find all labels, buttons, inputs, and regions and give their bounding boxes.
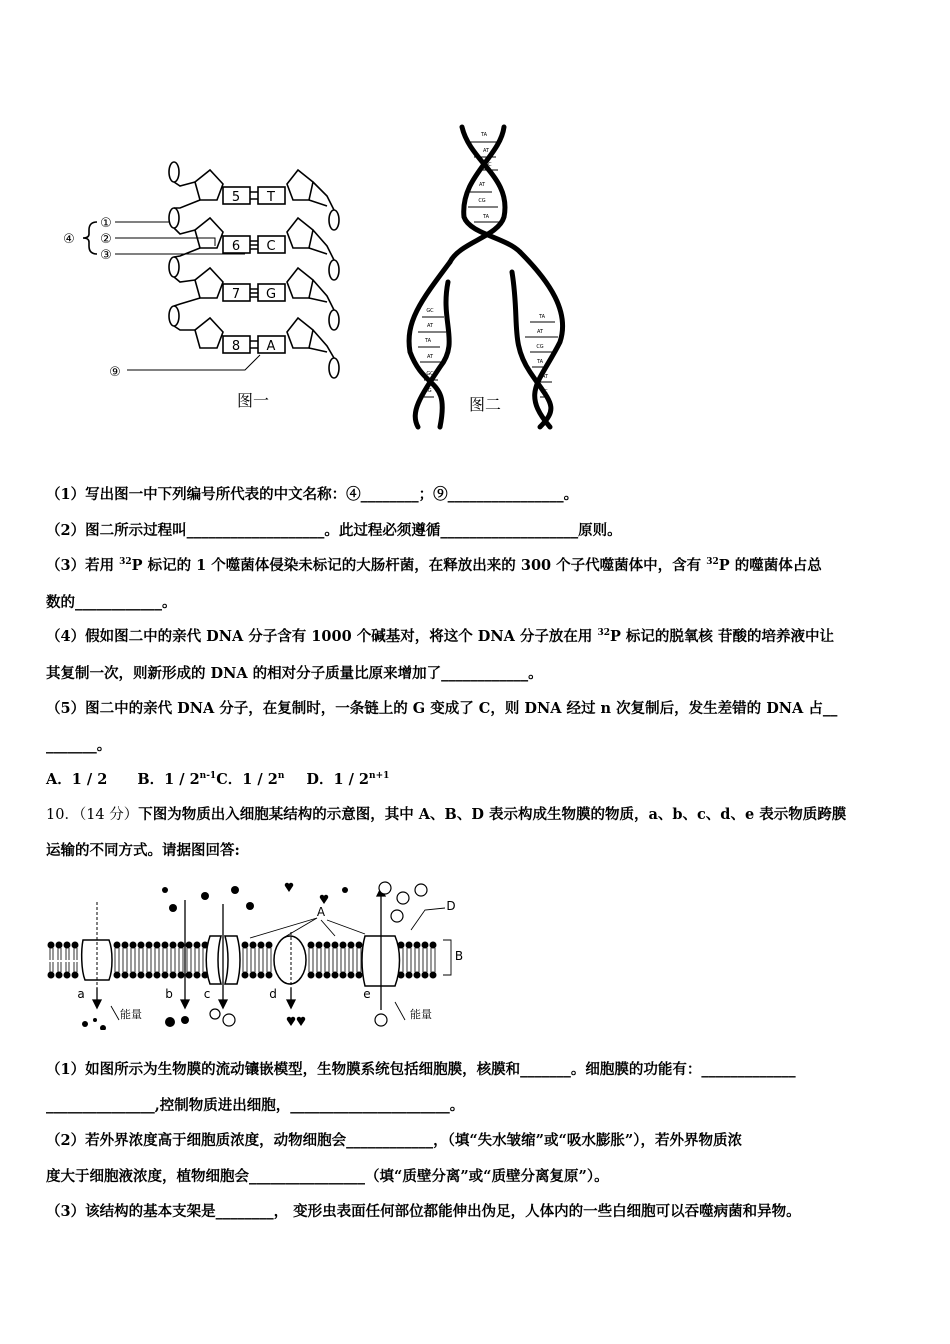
q10-sub-1a: （1）如图所示为生物膜的流动镶嵌模型，生物膜系统包括细胞膜，核膜和_______。细胞膜的功能有：_____________	[46, 1061, 796, 1078]
pair-label: AT	[541, 374, 549, 380]
base-letter: T	[267, 190, 275, 205]
base-num: 5	[231, 190, 241, 205]
label-energy-e: 能量	[410, 1008, 432, 1021]
q10-sub-3: （3）该结构的基本支架是________， 变形虫表面任何部位都能伸出伪足，人体内的一些白细胞可以吞噬病菌和异物。	[46, 1203, 801, 1220]
label-9: ⑨	[109, 365, 121, 380]
base-letter: G	[265, 287, 277, 302]
pair-label: GC	[426, 371, 434, 377]
label-1: ①	[100, 216, 112, 231]
option-b: B．1 / 2$^{n-1}$	[137, 771, 217, 788]
q9-line-6: 其复制一次，则新形成的 DNA 的相对分子质量比原来增加了____________。	[46, 665, 543, 682]
q10-line-2: 运输的不同方式。请据图回答:	[46, 842, 240, 859]
base-num: 8	[231, 339, 241, 354]
q9-line-5: （4）假如图二中的亲代 DNA 分子含有 1000 个碱基对，将这个 DNA 分子放在用 $^{32}$P 标记的脱氧核 苷酸的培养液中让	[46, 628, 834, 645]
q9-line-8: _______。	[46, 737, 112, 754]
label-3: ③	[100, 248, 112, 263]
pair-label: TA	[424, 338, 432, 344]
q9-line-1: （1）写出图一中下列编号所代表的中文名称：④________；⑨________________。	[46, 486, 579, 503]
option-d: D．$1 / 2^{n+1}$	[306, 771, 390, 788]
base-letter: A	[266, 339, 276, 354]
figure-2-dna-replication	[400, 122, 580, 432]
label-b: b	[165, 987, 173, 1001]
q10-line-1: 10．（14 分）下图为物质出入细胞某结构的示意图，其中 A、B、D 表示构成生物膜的物质，a、b、c、d、e 表示物质跨膜	[46, 806, 847, 823]
pair-label: AT	[426, 323, 434, 329]
pair-label: GC	[426, 308, 434, 314]
label-energy-a: 能量	[120, 1008, 142, 1021]
q9-line-2: （2）图二所示过程叫___________________。此过程必须遵循___________________原则。	[46, 522, 622, 539]
label-4: ④	[63, 232, 75, 247]
label-e: e	[363, 987, 371, 1001]
q9-line-4: 数的____________。	[46, 594, 177, 611]
label-c: c	[203, 987, 211, 1001]
pair-label: TA	[536, 359, 544, 365]
pair-label: AT	[482, 148, 490, 154]
q10-sub-1b: _______________,控制物质进出细胞，______________________。	[46, 1097, 465, 1114]
option-a: A．1 / 2	[46, 771, 108, 788]
label-D: D	[446, 899, 456, 913]
pair-label: AT	[426, 354, 434, 360]
q10-sub-2b: 度大于细胞液浓度，植物细胞会________________（填“质壁分离”或“质壁分离复原”）。	[46, 1168, 609, 1185]
q9-line-3: （3）若用 $^{32}$P 标记的 1 个噬菌体侵染未标记的大肠杆菌，在释放出来的 300 个子代噬菌体中，含有 $^{32}$P 的噬菌体占总	[46, 557, 822, 574]
pair-label: CG	[536, 344, 544, 350]
pair-label: CG	[478, 198, 486, 204]
option-c: C．1 / 2$^n$	[216, 771, 285, 788]
pair-label: TA	[482, 214, 490, 220]
pair-label: TA	[538, 314, 546, 320]
pair-label: AT	[536, 329, 544, 335]
base-letter: C	[266, 239, 276, 254]
figure-2-caption: 图二	[468, 395, 502, 414]
label-d: d	[269, 987, 277, 1001]
pair-label: TA	[480, 132, 488, 138]
q9-line-7: （5）图二中的亲代 DNA 分子，在复制时，一条链上的 G 变成了 C，则 DNA 经过 n 次复制后，发生差错的 DNA 占__	[46, 700, 838, 717]
label-B: B	[454, 949, 464, 963]
figure-1-dna-structure	[55, 150, 355, 420]
pair-label: AT	[478, 182, 486, 188]
pair-label: GC	[484, 162, 492, 168]
label-a: a	[77, 987, 85, 1001]
base-num: 6	[231, 239, 241, 254]
q9-options	[46, 770, 906, 790]
pair-label: CG	[424, 388, 432, 394]
pair-label: GC	[540, 389, 548, 395]
base-num: 7	[231, 287, 241, 302]
q10-sub-2a: （2）若外界浓度高于细胞质浓度，动物细胞会____________，（填“失水皱缩”或“吸水膨胀”），若外界物质浓	[46, 1132, 742, 1149]
label-2: ②	[100, 232, 112, 247]
figure-1-caption: 图一	[236, 391, 270, 410]
figure-membrane-transport	[45, 880, 470, 1030]
label-A: A	[316, 905, 326, 919]
